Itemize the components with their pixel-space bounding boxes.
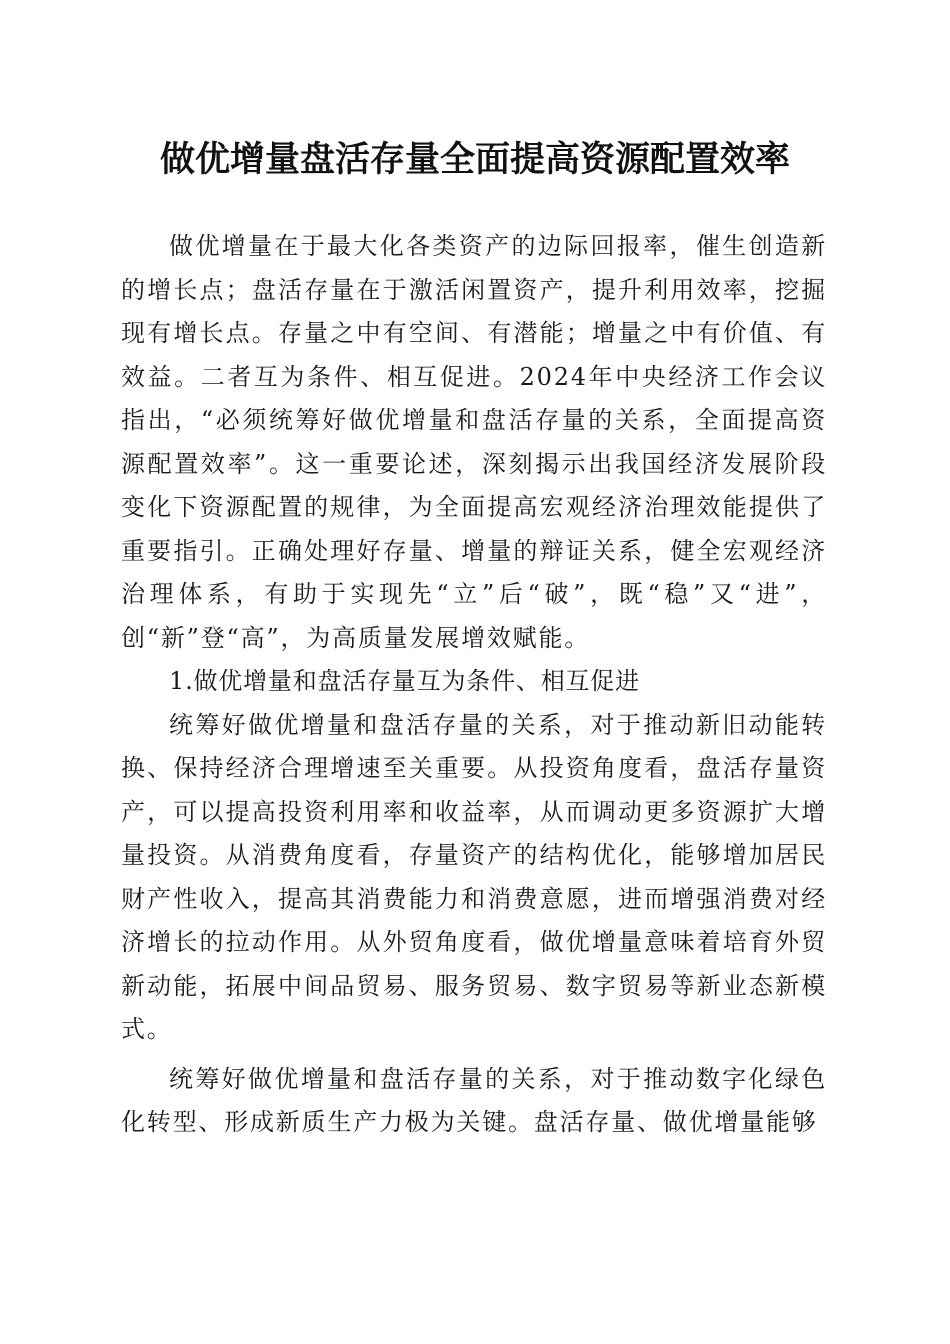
section-heading: 1.做优增量和盘活存量互为条件、相互促进 <box>169 667 640 695</box>
document-body <box>121 225 827 1145</box>
body-paragraph: 统筹好做优增量和盘活存量的关系，对于推动数字化绿色化转型、形成新质生产力极为关键。盘活存量、做优增量能够 <box>121 1064 827 1136</box>
document-title: 做优增量盘活存量全面提高资源配置效率 <box>159 139 790 180</box>
body-paragraph: 统筹好做优增量和盘活存量的关系，对于推动新旧动能转换、保持经济合理增速至关重要。从投资角度看，盘活存量资产，可以提高投资利用率和收益率，从而调动更多资源扩大增量投资。从消费角度看，存量资产的结构优化，能够增加居民财产性收入，提高其消费能力和消费意愿，进而增强消费对经济增长的拉动作用。从外贸角度看，做优增量意味着培育外贸新动能，拓展中间品贸易、服务贸易、数字贸易等新业态新模式。 <box>121 710 827 1043</box>
intro-paragraph: 做优增量在于最大化各类资产的边际回报率，催生创造新的增长点；盘活存量在于激活闲置资产，提升利用效率，挖掘现有增长点。存量之中有空间、有潜能；增量之中有价值、有效益。二者互为条件、相互促进。2024年中央经济工作会议指出，“必须统筹好做优增量和盘活存量的关系，全面提高资源配置效率”。这一重要论述，深刻揭示出我国经济发展阶段变化下资源配置的规律，为全面提高宏观经济治理效能提供了重要指引。正确处理好存量、增量的辩证关系，健全宏观经济治理体系，有助于实现先“立”后“破”，既“稳”又“进”，创“新”登“高”，为高质量发展增效赋能。 <box>121 232 827 652</box>
